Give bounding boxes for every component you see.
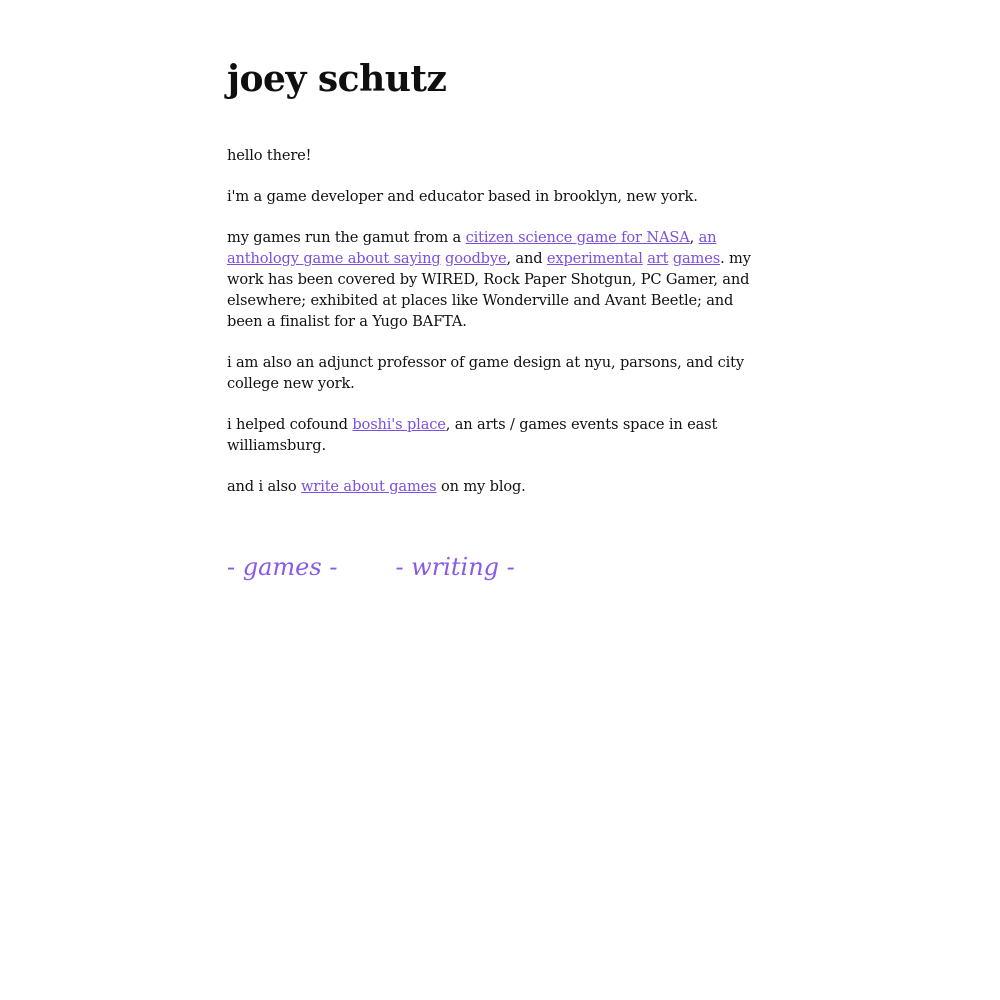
games-text-4: , and [506,250,547,267]
bio-section [227,145,772,517]
nav-writing-link[interactable]: - writing - [395,553,515,581]
cofound-text-2: , an arts / games events space in east williamsburg. [227,416,718,454]
blog-paragraph [227,476,772,497]
anthology-game-link[interactable]: an anthology game about saying [227,229,717,267]
intro-paragraph: i'm a game developer and educator based in brooklyn, new york. [227,188,698,205]
games-text-1: my games run the gamut from a [227,229,466,246]
page-title: joey schutz [227,58,447,100]
art-link[interactable]: art [647,250,669,267]
experimental-link[interactable]: experimental [546,250,643,267]
blog-text-1: and i also [227,478,302,495]
nasa-game-link[interactable]: citizen science game for NASA [465,229,690,246]
cofound-paragraph [227,414,772,456]
goodbye-game-link[interactable]: goodbye [445,250,507,267]
games-text-2: , [689,229,699,246]
games-paragraph [227,227,772,332]
games-text-7: . my work has been covered by WIRED, Rock Paper Shotgun, PC Gamer, and elsewhere; exhibited at places like Wonderville and Avant Beetle; and been a finalist for a Yugo BAFTA. [227,250,751,330]
cofound-text-1: i helped cofound [227,416,353,433]
nav-games-link[interactable]: - games - [227,553,338,581]
main-nav [227,553,515,581]
professor-paragraph: i am also an adjunct professor of game design at nyu, parsons, and city college new york. [227,354,744,392]
blog-text-2: on my blog. [436,478,526,495]
blog-link[interactable]: write about games [301,478,437,495]
boshis-place-link[interactable]: boshi's place [352,416,446,433]
greeting-paragraph: hello there! [227,147,312,164]
games-link[interactable]: games [672,250,721,267]
